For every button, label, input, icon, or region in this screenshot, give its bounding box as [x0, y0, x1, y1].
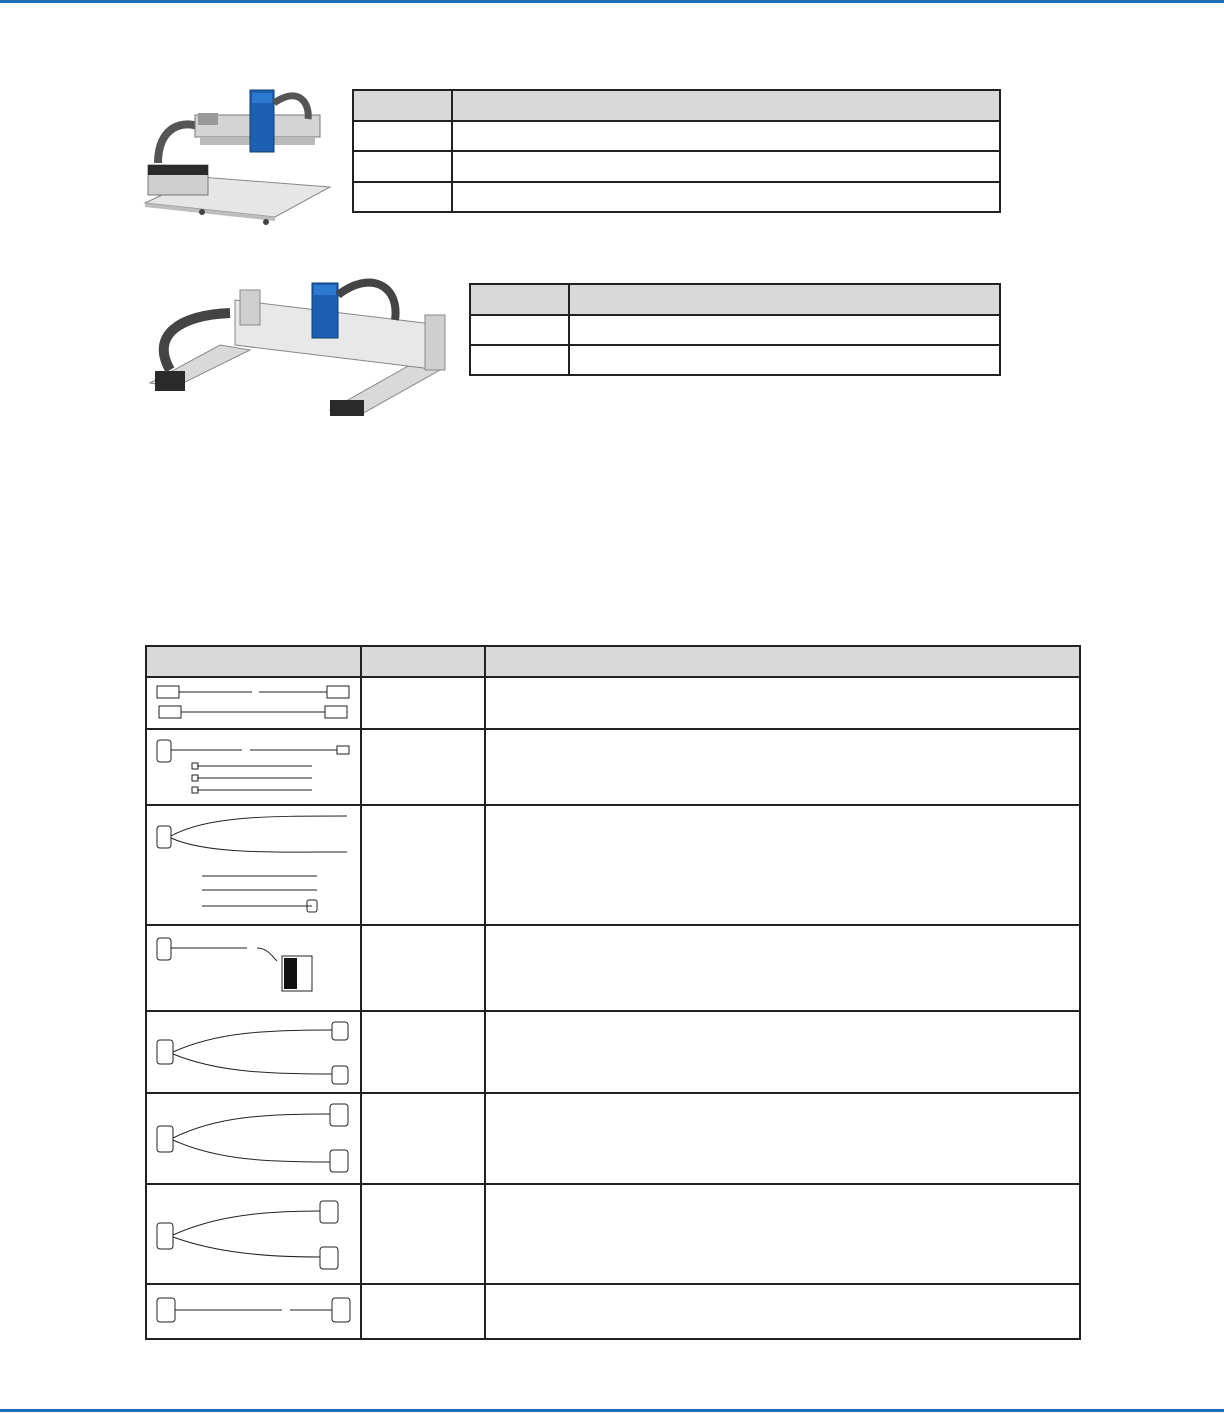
table-row: [353, 182, 1000, 212]
cable-illustration: [147, 730, 360, 804]
bottom-rule: [0, 1409, 1224, 1412]
table-row: [353, 121, 1000, 151]
table-row: [470, 345, 1000, 375]
table-header-cell: [470, 284, 569, 315]
gantry-large-table: [469, 283, 1001, 376]
table-header-cell: [146, 646, 361, 677]
table-row: [146, 1284, 1080, 1339]
table-row: [470, 315, 1000, 345]
table-row: [146, 729, 1080, 805]
table-row: [353, 151, 1000, 181]
cable-illustration: [147, 806, 360, 924]
gantry-robot-large-illustration: [140, 275, 460, 425]
top-rule: [0, 0, 1224, 3]
table-row: [146, 1184, 1080, 1284]
table-header-cell: [361, 646, 485, 677]
gantry-robot-small-illustration: [140, 85, 340, 225]
table-row: [146, 805, 1080, 925]
table-row: [146, 1093, 1080, 1184]
cable-illustration: [147, 926, 360, 1010]
gantry-small-table: [352, 89, 1001, 213]
cable-illustration: [147, 678, 360, 728]
cable-illustration: [147, 1012, 360, 1092]
table-row: [146, 925, 1080, 1011]
table-header-cell: [353, 90, 452, 121]
cable-illustration: [147, 1094, 360, 1183]
table-header-cell: [485, 646, 1080, 677]
table-row: [146, 1011, 1080, 1093]
cable-illustration: [147, 1185, 360, 1283]
table-header-cell: [452, 90, 1000, 121]
cables-table: [145, 645, 1081, 1340]
table-row: [146, 677, 1080, 729]
table-header-cell: [569, 284, 1000, 315]
cable-illustration: [147, 1285, 360, 1338]
